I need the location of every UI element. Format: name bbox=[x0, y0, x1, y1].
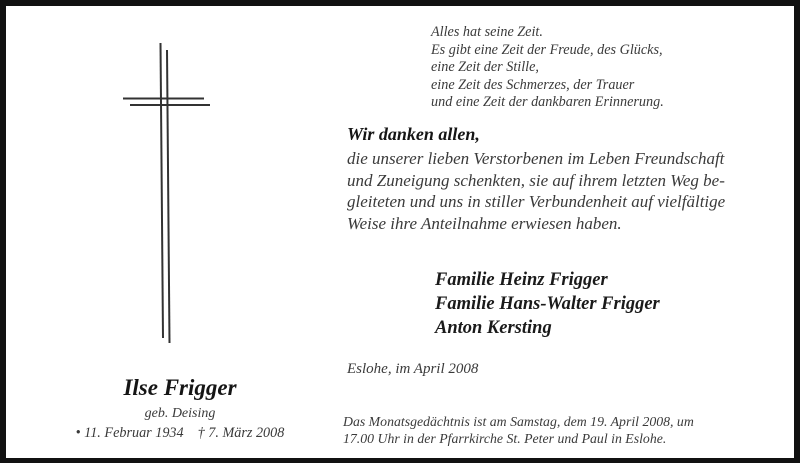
deceased-name: Ilse Frigger bbox=[123, 375, 237, 400]
thanks-text bbox=[347, 148, 787, 235]
died-icon: † bbox=[197, 425, 205, 441]
family-name: Familie Heinz Frigger bbox=[435, 270, 608, 290]
birth-date: 11. Februar 1934 bbox=[84, 425, 184, 441]
poem-line: Alles hat seine Zeit. bbox=[431, 24, 543, 40]
family-name: Familie Hans-Walter Frigger bbox=[435, 294, 660, 314]
birth-name: geb. Deising bbox=[144, 406, 216, 421]
life-dates bbox=[40, 425, 320, 442]
poem-line: Es gibt eine Zeit der Freude, des Glücks, bbox=[431, 41, 663, 58]
born-icon: • bbox=[75, 425, 81, 441]
family-name: Anton Kersting bbox=[435, 318, 552, 338]
thanks-line: Weise ihre Anteilnahme erwiesen haben. bbox=[347, 214, 622, 234]
memorial-notice bbox=[343, 413, 694, 447]
thanks-line: gleiteten und uns in stiller Verbundenheit auf vielfältige bbox=[347, 192, 726, 212]
thanks-line: und Zuneigung schenkten, sie auf ihrem letzten Weg be- bbox=[347, 170, 725, 190]
poem bbox=[431, 24, 664, 112]
poem-line: und eine Zeit der dankbaren Erinnerung. bbox=[431, 94, 664, 111]
thanks-heading: Wir danken allen, bbox=[347, 124, 480, 144]
memorial-line: Das Monatsgedächtnis ist am Samstag, dem 19. April 2008, um bbox=[343, 414, 694, 429]
place-date: Eslohe, im April 2008 bbox=[347, 361, 479, 377]
thanks-line: die unserer lieben Verstorbenen im Leben Freundschaft bbox=[347, 149, 725, 168]
death-date: 7. März 2008 bbox=[208, 425, 285, 441]
poem-line: eine Zeit des Schmerzes, der Trauer bbox=[431, 76, 635, 93]
poem-line: eine Zeit der Stille, bbox=[431, 59, 539, 76]
family-signatures bbox=[435, 268, 660, 340]
memorial-line: 17.00 Uhr in der Pfarrkirche St. Peter und Paul in Eslohe. bbox=[343, 431, 667, 446]
